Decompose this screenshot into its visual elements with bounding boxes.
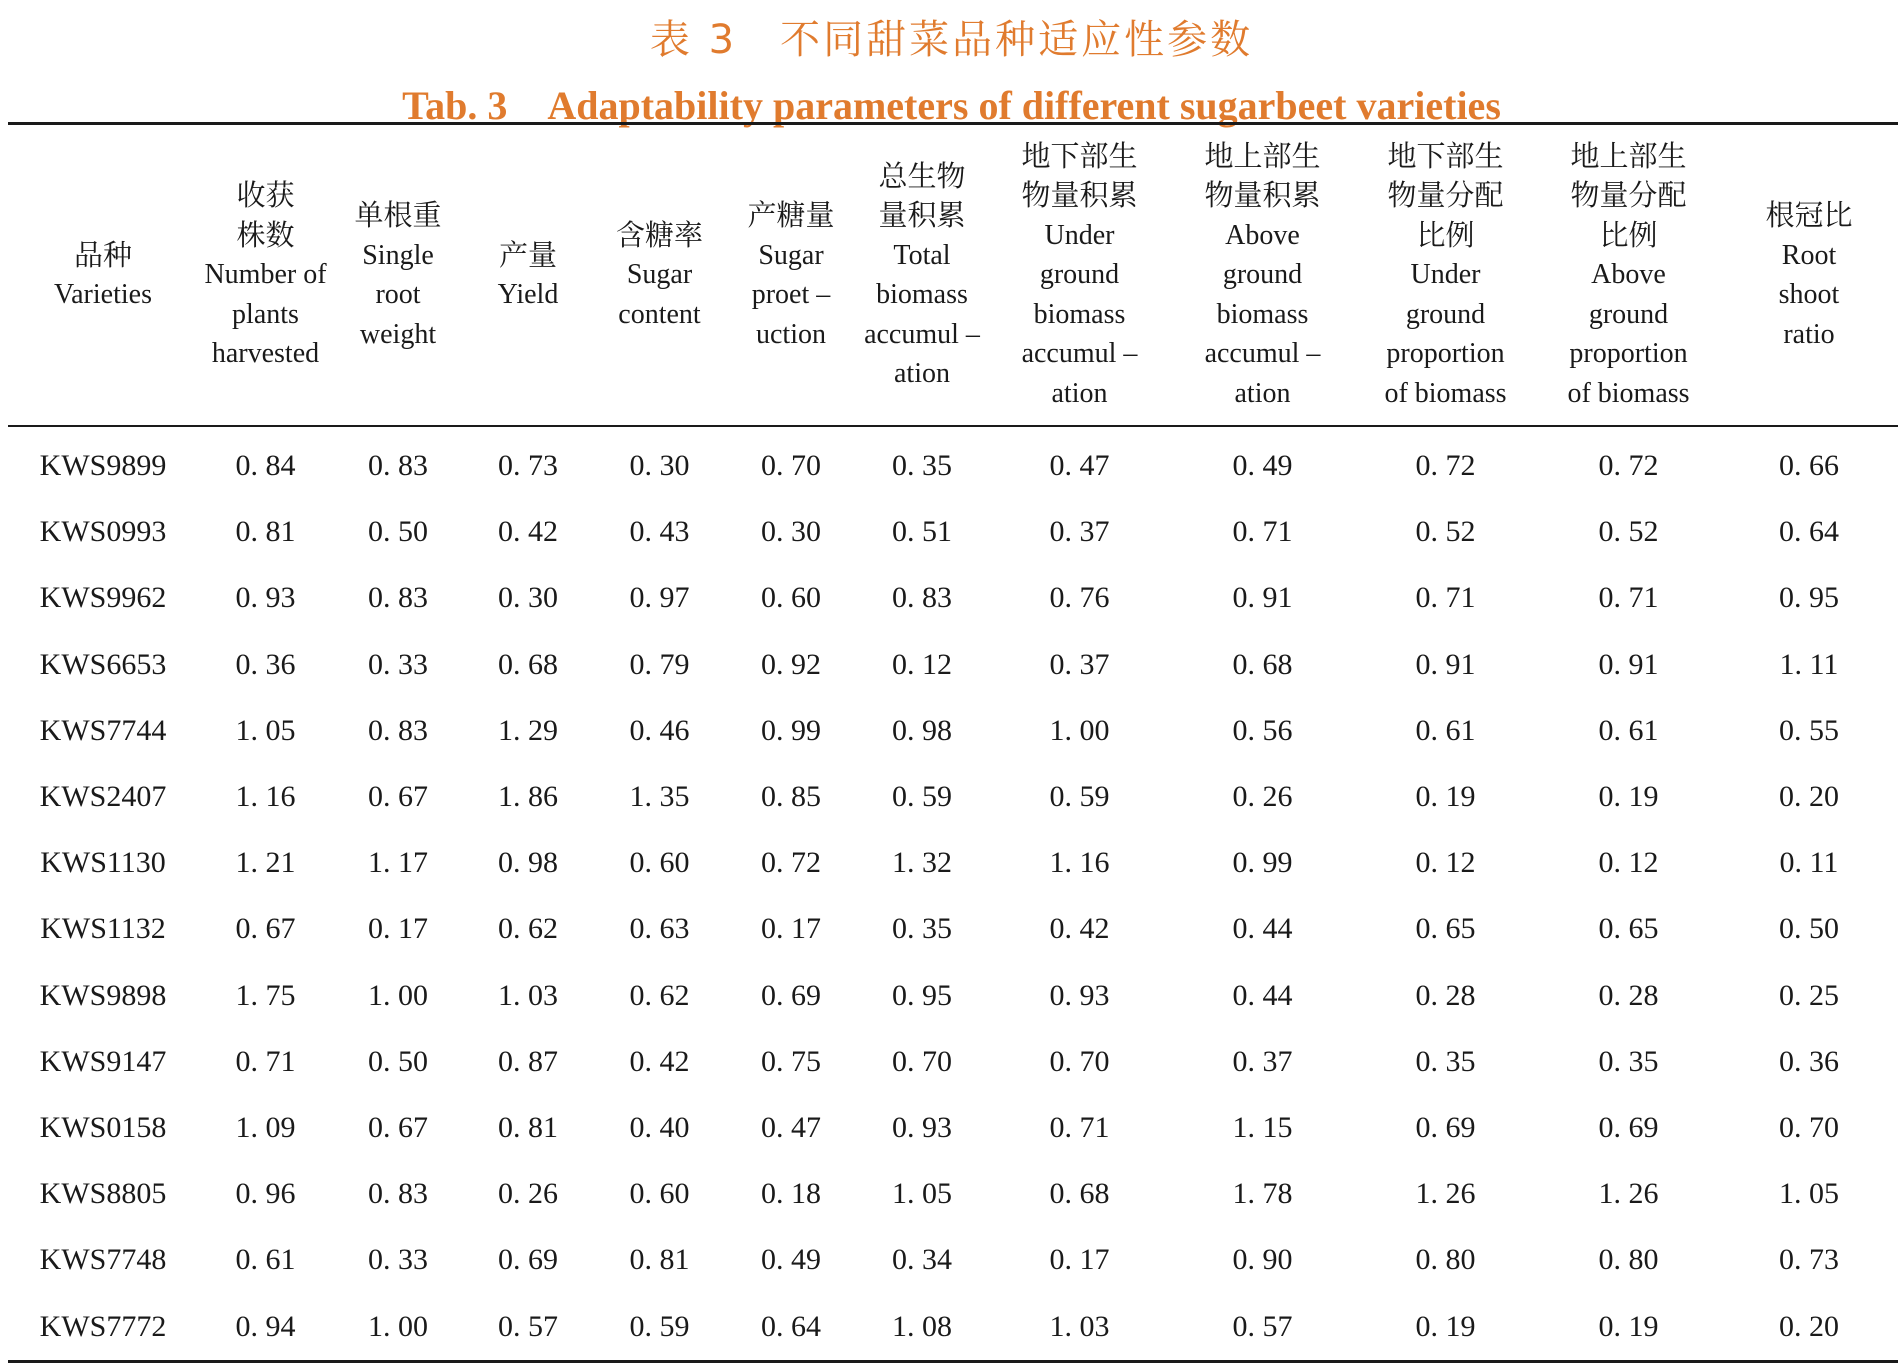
cell-underground-proportion: 0. 52 [1415, 515, 1476, 549]
column-header-cn-line: 总生物 [878, 158, 966, 193]
column-header-en-line: ground [1405, 298, 1486, 330]
cell-aboveground-proportion: 0. 61 [1598, 713, 1659, 747]
cell-aboveground-biomass: 0. 56 [1232, 713, 1293, 747]
cell-sugar-content: 0. 30 [629, 449, 690, 483]
column-header-en-line: uction [756, 318, 826, 350]
column-header-cn-line: 产糖量 [747, 198, 835, 232]
cell-root-shoot-ratio: 1. 11 [1779, 647, 1839, 681]
column-header-cn-line: 物量积累 [1204, 178, 1321, 213]
cell-single-root-weight: 0. 17 [368, 912, 428, 946]
cell-variety: KWS9962 [39, 581, 167, 615]
cell-yield: 0. 68 [498, 647, 558, 681]
table-row [8, 1161, 1898, 1227]
cell-variety: KWS7744 [39, 713, 167, 747]
cell-yield: 0. 81 [498, 1110, 558, 1144]
column-header-en-line: shoot [1778, 279, 1840, 310]
column-header-en-line: proportion [1386, 338, 1505, 370]
cell-single-root-weight: 0. 50 [368, 1044, 428, 1078]
cell-single-root-weight: 1. 00 [368, 978, 428, 1012]
cell-total-biomass: 0. 95 [892, 978, 952, 1012]
cell-variety: KWS1132 [40, 912, 166, 946]
cell-yield: 0. 42 [498, 515, 558, 549]
cell-sugar-production: 0. 17 [761, 912, 821, 946]
cell-underground-biomass: 1. 03 [988, 1293, 1171, 1361]
cell-underground-proportion: 0. 35 [1415, 1044, 1476, 1078]
adaptability-table [8, 122, 1898, 1363]
cell-root-shoot-ratio: 0. 36 [1779, 1044, 1839, 1078]
table-row [8, 1095, 1898, 1161]
cell-variety: KWS0158 [39, 1110, 167, 1144]
header-row [8, 124, 1898, 427]
cell-sugar-content: 0. 97 [629, 581, 690, 615]
cell-total-biomass: 0. 70 [892, 1044, 952, 1078]
column-header-variety [8, 124, 198, 427]
cell-root-shoot-ratio: 1. 05 [1779, 1177, 1839, 1211]
cell-underground-biomass: 0. 17 [1049, 1243, 1110, 1277]
cell-yield: 0. 26 [498, 1177, 558, 1211]
cell-underground-proportion: 1. 26 [1415, 1177, 1476, 1211]
cell-variety: KWS9147 [39, 1044, 167, 1078]
cell-aboveground-proportion: 0. 91 [1598, 647, 1659, 681]
cell-underground-proportion: 0. 19 [1354, 1293, 1537, 1361]
cell-root-shoot-ratio: 0. 66 [1779, 449, 1839, 483]
cell-plants-harvested: 1. 16 [235, 780, 296, 814]
cell-underground-proportion: 0. 28 [1415, 978, 1476, 1012]
cell-root-shoot-ratio: 0. 11 [1779, 846, 1839, 880]
column-header-en-line: biomass [876, 279, 968, 310]
cell-underground-proportion: 0. 61 [1415, 713, 1476, 747]
column-header-en-line: accumul – [1204, 338, 1321, 370]
cell-underground-proportion: 0. 72 [1415, 449, 1476, 483]
cell-aboveground-biomass: 0. 37 [1232, 1044, 1293, 1078]
table-title-english: Tab. 3 Adaptability parameters of different sugarbeet varieties [402, 83, 1501, 128]
column-header-cn-line: 株数 [236, 217, 295, 252]
cell-sugar-production: 0. 75 [761, 1044, 821, 1078]
cell-single-root-weight: 0. 83 [368, 713, 428, 747]
cell-single-root-weight: 0. 67 [368, 1110, 428, 1144]
cell-plants-harvested: 1. 21 [235, 846, 296, 880]
cell-plants-harvested: 1. 75 [235, 978, 296, 1012]
table-row [8, 698, 1898, 764]
cell-single-root-weight: 1. 17 [368, 846, 428, 880]
cell-sugar-content: 0. 46 [629, 713, 690, 747]
column-header-en-line: content [618, 298, 701, 330]
cell-aboveground-proportion: 0. 71 [1598, 581, 1659, 615]
column-header-plants-harvested [198, 124, 333, 427]
cell-aboveground-proportion: 0. 52 [1598, 515, 1659, 549]
cell-aboveground-proportion: 0. 65 [1598, 912, 1659, 946]
cell-underground-biomass: 0. 76 [1049, 581, 1110, 615]
table-row [8, 896, 1898, 962]
column-header-en-line: Varieties [54, 279, 152, 310]
cell-yield: 0. 57 [463, 1293, 593, 1361]
table-row [8, 426, 1898, 499]
column-header-cn-line: 比例 [1416, 217, 1475, 252]
cell-underground-proportion: 0. 65 [1415, 912, 1476, 946]
cell-total-biomass: 1. 05 [892, 1177, 952, 1211]
cell-total-biomass: 1. 08 [856, 1293, 988, 1361]
table-header [8, 124, 1898, 427]
column-header-en-line: of biomass [1384, 377, 1507, 409]
column-header-cn-line: 地下部生 [1387, 138, 1504, 173]
column-header-en-line: Root [1781, 239, 1837, 271]
cell-sugar-content: 0. 59 [593, 1293, 726, 1361]
cell-plants-harvested: 0. 67 [235, 912, 296, 946]
cell-root-shoot-ratio: 0. 25 [1779, 978, 1839, 1012]
cell-sugar-content: 0. 40 [629, 1110, 690, 1144]
cell-yield: 0. 87 [498, 1044, 558, 1078]
cell-sugar-production: 0. 99 [761, 713, 821, 747]
column-header-cn-line: 含糖率 [615, 217, 703, 252]
cell-aboveground-proportion: 0. 69 [1598, 1110, 1659, 1144]
column-header-en-line: biomass [1216, 298, 1309, 330]
cell-total-biomass: 0. 59 [892, 780, 952, 814]
cell-single-root-weight: 0. 67 [368, 780, 428, 814]
cell-yield: 0. 69 [498, 1243, 558, 1277]
column-header-single-root-weight [333, 124, 463, 427]
column-header-en-line: Sugar [626, 259, 693, 291]
cell-aboveground-proportion: 0. 19 [1537, 1293, 1720, 1361]
cell-sugar-production: 0. 47 [761, 1110, 821, 1144]
cell-aboveground-biomass: 0. 49 [1232, 449, 1293, 483]
cell-yield: 1. 29 [498, 713, 558, 747]
cell-sugar-production: 0. 18 [761, 1177, 821, 1211]
cell-single-root-weight: 0. 50 [368, 515, 428, 549]
column-header-cn-line: 地上部生 [1204, 138, 1321, 173]
cell-underground-biomass: 0. 71 [1049, 1110, 1110, 1144]
cell-sugar-content: 0. 81 [629, 1243, 690, 1277]
column-header-en-line: biomass [1033, 298, 1126, 330]
cell-aboveground-biomass: 0. 44 [1232, 978, 1293, 1012]
cell-single-root-weight: 0. 83 [368, 449, 428, 483]
cell-plants-harvested: 0. 96 [235, 1177, 296, 1211]
cell-sugar-production: 0. 85 [761, 780, 821, 814]
cell-root-shoot-ratio: 0. 64 [1779, 515, 1839, 549]
column-header-cn-line: 物量分配 [1387, 178, 1504, 213]
cell-aboveground-biomass: 1. 15 [1232, 1110, 1293, 1144]
cell-sugar-production: 0. 49 [761, 1243, 821, 1277]
cell-underground-biomass: 0. 59 [1049, 780, 1110, 814]
column-header-cn-line: 收获 [236, 178, 295, 213]
cell-variety: KWS7748 [39, 1243, 167, 1277]
cell-plants-harvested: 1. 05 [235, 713, 296, 747]
column-header-en-line: ation [894, 358, 950, 389]
cell-total-biomass: 0. 12 [892, 647, 952, 681]
cell-aboveground-proportion: 0. 35 [1598, 1044, 1659, 1078]
cell-aboveground-proportion: 0. 19 [1598, 780, 1659, 814]
column-header-en-line: plants [232, 298, 299, 330]
cell-sugar-production: 0. 60 [761, 581, 821, 615]
cell-sugar-content: 0. 60 [629, 846, 690, 880]
cell-aboveground-biomass: 0. 68 [1232, 647, 1293, 681]
cell-plants-harvested: 0. 84 [235, 449, 296, 483]
table-title-chinese: 表 3 不同甜菜品种适应性参数 [649, 17, 1254, 63]
cell-sugar-production: 0. 64 [726, 1293, 856, 1361]
cell-single-root-weight: 1. 00 [333, 1293, 463, 1361]
cell-variety: KWS2407 [39, 780, 167, 814]
cell-total-biomass: 0. 98 [892, 713, 952, 747]
table-row [8, 1227, 1898, 1293]
cell-underground-proportion: 0. 71 [1415, 581, 1476, 615]
column-header-en-line: harvested [211, 338, 320, 370]
table-body [8, 426, 1898, 1361]
cell-root-shoot-ratio: 0. 20 [1779, 780, 1839, 814]
cell-sugar-production: 0. 30 [761, 515, 821, 549]
table-row [8, 1029, 1898, 1095]
cell-yield: 0. 30 [498, 581, 558, 615]
column-header-en-line: Yield [497, 279, 559, 310]
cell-yield: 1. 86 [498, 780, 558, 814]
table-row [8, 963, 1898, 1029]
table-row [8, 830, 1898, 896]
column-header-en-line: Number of [204, 259, 327, 291]
column-header-en-line: ground [1039, 259, 1120, 291]
cell-underground-biomass: 0. 42 [1049, 912, 1110, 946]
cell-aboveground-proportion: 0. 72 [1598, 449, 1659, 483]
cell-variety: KWS6653 [39, 647, 167, 681]
cell-sugar-production: 0. 72 [761, 846, 821, 880]
column-header-en-line: of biomass [1567, 377, 1690, 409]
cell-underground-biomass: 0. 47 [1049, 449, 1110, 483]
cell-aboveground-proportion: 0. 28 [1598, 978, 1659, 1012]
cell-underground-biomass: 0. 68 [1049, 1177, 1110, 1211]
column-header-cn-line: 物量分配 [1570, 178, 1687, 213]
cell-plants-harvested: 0. 81 [235, 515, 296, 549]
column-header-cn-line: 地上部生 [1570, 138, 1687, 173]
cell-plants-harvested: 1. 09 [235, 1110, 296, 1144]
column-header-en-line: proportion [1569, 338, 1688, 370]
cell-total-biomass: 0. 83 [892, 581, 952, 615]
column-header-en-line: ratio [1783, 318, 1835, 350]
cell-aboveground-biomass: 0. 44 [1232, 912, 1293, 946]
cell-underground-proportion: 0. 19 [1415, 780, 1476, 814]
column-header-en-line: root [375, 279, 421, 310]
column-header-cn-line: 地下部生 [1021, 138, 1138, 173]
cell-total-biomass: 0. 34 [892, 1243, 952, 1277]
column-header-cn-line: 物量积累 [1021, 178, 1138, 213]
column-header-en-line: ground [1222, 259, 1303, 291]
cell-plants-harvested: 0. 36 [235, 647, 296, 681]
column-header-cn-line: 单根重 [354, 198, 442, 232]
cell-yield: 0. 73 [498, 449, 558, 483]
cell-underground-proportion: 0. 80 [1415, 1243, 1476, 1277]
cell-single-root-weight: 0. 33 [368, 647, 428, 681]
cell-underground-proportion: 0. 69 [1415, 1110, 1476, 1144]
cell-sugar-content: 0. 63 [629, 912, 690, 946]
cell-sugar-content: 0. 42 [629, 1044, 690, 1078]
cell-total-biomass: 0. 35 [892, 449, 952, 483]
column-header-underground-biomass [988, 124, 1171, 427]
cell-underground-proportion: 0. 12 [1415, 846, 1476, 880]
column-header-en-line: ation [1234, 377, 1291, 409]
column-header-en-line: Sugar [758, 239, 824, 271]
column-header-en-line: Single [362, 239, 434, 271]
cell-aboveground-proportion: 0. 80 [1598, 1243, 1659, 1277]
cell-root-shoot-ratio: 0. 20 [1720, 1293, 1898, 1361]
column-header-en-line: ation [1051, 377, 1108, 409]
cell-root-shoot-ratio: 0. 95 [1779, 581, 1839, 615]
column-header-cn-line: 比例 [1599, 217, 1658, 252]
column-header-aboveground-biomass [1171, 124, 1354, 427]
cell-sugar-production: 0. 69 [761, 978, 821, 1012]
cell-sugar-content: 0. 62 [629, 978, 690, 1012]
column-header-en-line: weight [359, 318, 437, 350]
cell-variety: KWS9899 [39, 449, 167, 483]
cell-aboveground-biomass: 0. 71 [1232, 515, 1293, 549]
column-header-en-line: ground [1588, 298, 1669, 330]
column-header-cn-line: 产量 [498, 237, 557, 272]
cell-root-shoot-ratio: 0. 73 [1779, 1243, 1839, 1277]
cell-underground-biomass: 0. 93 [1049, 978, 1110, 1012]
cell-aboveground-proportion: 1. 26 [1598, 1177, 1659, 1211]
cell-total-biomass: 0. 93 [892, 1110, 952, 1144]
column-header-yield [463, 124, 593, 427]
cell-variety: KWS7772 [8, 1293, 198, 1361]
cell-total-biomass: 0. 35 [892, 912, 952, 946]
cell-total-biomass: 0. 51 [892, 515, 952, 549]
column-header-en-line: Under [1410, 259, 1481, 291]
cell-sugar-production: 0. 92 [761, 647, 821, 681]
cell-root-shoot-ratio: 0. 50 [1779, 912, 1839, 946]
cell-variety: KWS9898 [39, 978, 167, 1012]
cell-yield: 1. 03 [498, 978, 558, 1012]
cell-variety: KWS1130 [40, 846, 166, 880]
cell-yield: 0. 98 [498, 846, 558, 880]
cell-sugar-content: 0. 60 [629, 1177, 690, 1211]
column-header-underground-proportion [1354, 124, 1537, 427]
cell-sugar-content: 1. 35 [629, 780, 690, 814]
column-header-en-line: accumul – [864, 318, 980, 350]
column-header-en-line: Under [1044, 219, 1115, 251]
cell-aboveground-biomass: 1. 78 [1232, 1177, 1293, 1211]
cell-underground-biomass: 1. 16 [1049, 846, 1110, 880]
table-row [8, 1293, 1898, 1361]
column-header-en-line: Above [1591, 259, 1666, 291]
cell-underground-biomass: 1. 00 [1049, 713, 1110, 747]
cell-aboveground-biomass: 0. 57 [1171, 1293, 1354, 1361]
cell-underground-biomass: 0. 70 [1049, 1044, 1110, 1078]
cell-root-shoot-ratio: 0. 70 [1779, 1110, 1839, 1144]
column-header-aboveground-proportion [1537, 124, 1720, 427]
cell-single-root-weight: 0. 33 [368, 1243, 428, 1277]
column-header-en-line: proet – [751, 279, 831, 310]
cell-variety: KWS0993 [39, 515, 167, 549]
cell-underground-proportion: 0. 91 [1415, 647, 1476, 681]
table-row [8, 764, 1898, 830]
column-header-sugar-production [726, 124, 856, 427]
column-header-cn-line: 量积累 [878, 198, 966, 232]
column-header-cn-line: 品种 [73, 237, 132, 272]
cell-aboveground-biomass: 0. 99 [1232, 846, 1293, 880]
table-row [8, 565, 1898, 631]
cell-sugar-content: 0. 79 [629, 647, 690, 681]
column-header-en-line: accumul – [1021, 338, 1138, 370]
column-header-total-biomass [856, 124, 988, 427]
column-header-sugar-content [593, 124, 726, 427]
column-header-cn-line: 根冠比 [1765, 198, 1853, 232]
cell-plants-harvested: 0. 71 [235, 1044, 296, 1078]
column-header-en-line: Above [1225, 219, 1300, 251]
cell-sugar-production: 0. 70 [761, 449, 821, 483]
cell-root-shoot-ratio: 0. 55 [1779, 713, 1839, 747]
column-header-en-line: Total [893, 239, 951, 271]
cell-aboveground-biomass: 0. 90 [1232, 1243, 1293, 1277]
cell-sugar-content: 0. 43 [629, 515, 690, 549]
cell-single-root-weight: 0. 83 [368, 1177, 428, 1211]
cell-underground-biomass: 0. 37 [1049, 647, 1110, 681]
table-row [8, 499, 1898, 565]
cell-underground-biomass: 0. 37 [1049, 515, 1110, 549]
cell-yield: 0. 62 [498, 912, 558, 946]
cell-plants-harvested: 0. 94 [198, 1293, 333, 1361]
table-row [8, 632, 1898, 698]
cell-single-root-weight: 0. 83 [368, 581, 428, 615]
cell-aboveground-biomass: 0. 91 [1232, 581, 1293, 615]
cell-aboveground-biomass: 0. 26 [1232, 780, 1293, 814]
cell-aboveground-proportion: 0. 12 [1598, 846, 1659, 880]
cell-variety: KWS8805 [39, 1177, 167, 1211]
cell-plants-harvested: 0. 93 [235, 581, 296, 615]
column-header-root-shoot-ratio [1720, 124, 1898, 427]
cell-total-biomass: 1. 32 [892, 846, 952, 880]
cell-plants-harvested: 0. 61 [235, 1243, 296, 1277]
